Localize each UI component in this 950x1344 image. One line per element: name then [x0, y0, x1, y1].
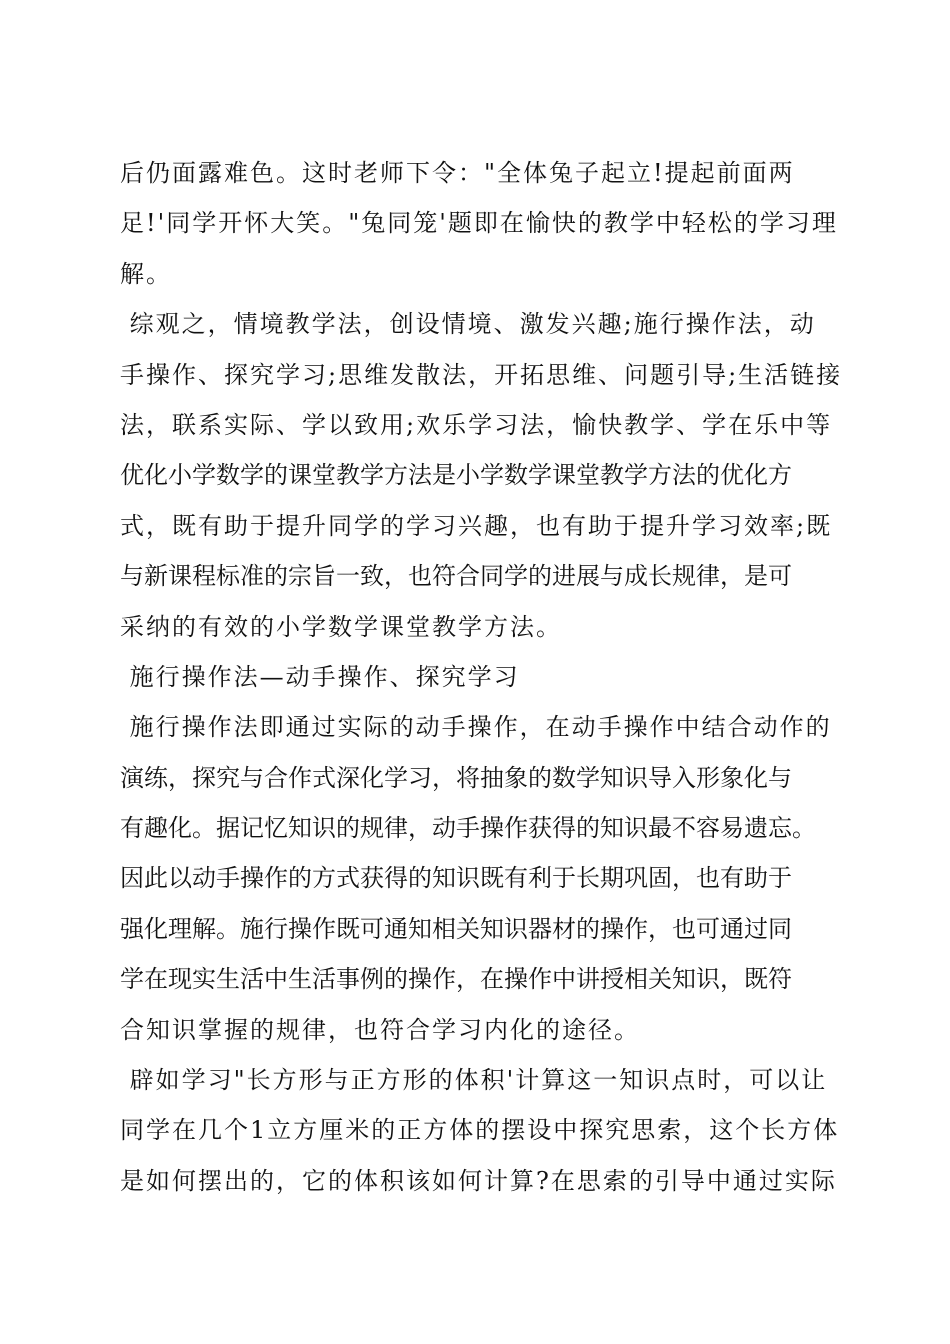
section-heading: 施行操作法—动手操作、探究学习: [120, 662, 520, 691]
text-line: 有趣化。据记忆知识的规律，动手操作获得的知识最不容易遗忘。: [120, 814, 816, 843]
text-line: 法，联系实际、学以致用;欢乐学习法，愉快教学、学在乐中等: [120, 410, 833, 439]
text-line: 学在现实生活中生活事例的操作，在操作中讲授相关知识，既符: [120, 965, 792, 994]
text-line: 后仍面露难色。这时老师下令："全体兔子起立!提起前面两: [120, 159, 795, 187]
text-line: 同学在几个1立方厘米的正方体的摆设中探究思索，这个长方体: [120, 1116, 840, 1145]
text-line: 是如何摆出的，它的体积该如何计算?在思索的引导中通过实际: [120, 1166, 837, 1195]
text-line: 足!'同学开怀大笑。"兔同笼'题即在愉快的教学中轻松的学习理: [120, 209, 838, 238]
text-line: 演练，探究与合作式深化学习，将抽象的数学知识导入形象化与: [120, 763, 792, 792]
text-line: 优化小学数学的课堂教学方法是小学数学课堂教学方法的优化方: [120, 461, 792, 490]
text-line: 与新课程标准的宗旨一致，也符合同学的进展与成长规律，是可: [120, 562, 792, 591]
text-line: 式，既有助于提升同学的学习兴趣，也有助于提升学习效率;既: [120, 511, 833, 540]
text-line: 手操作、探究学习;思维发散法，开拓思维、问题引导;生活链接: [120, 360, 843, 389]
text-line: 辟如学习"长方形与正方形的体积'计算这一知识点时，可以让: [120, 1066, 828, 1095]
text-line: 因此以动手操作的方式获得的知识既有利于长期巩固，也有助于: [120, 864, 792, 893]
text-line: 合知识掌握的规律，也符合学习内化的途径。: [120, 1015, 640, 1044]
text-line: 综观之，情境教学法，创设情境、激发兴趣;施行操作法，动: [120, 310, 816, 339]
body-text: [120, 148, 843, 1206]
text-line: 解。: [120, 259, 172, 288]
text-line: 采纳的有效的小学数学课堂教学方法。: [120, 612, 562, 641]
text-line: 施行操作法即通过实际的动手操作，在动手操作中结合动作的: [120, 713, 832, 742]
text-line: 强化理解。施行操作既可通知相关知识器材的操作，也可通过同: [120, 914, 792, 943]
